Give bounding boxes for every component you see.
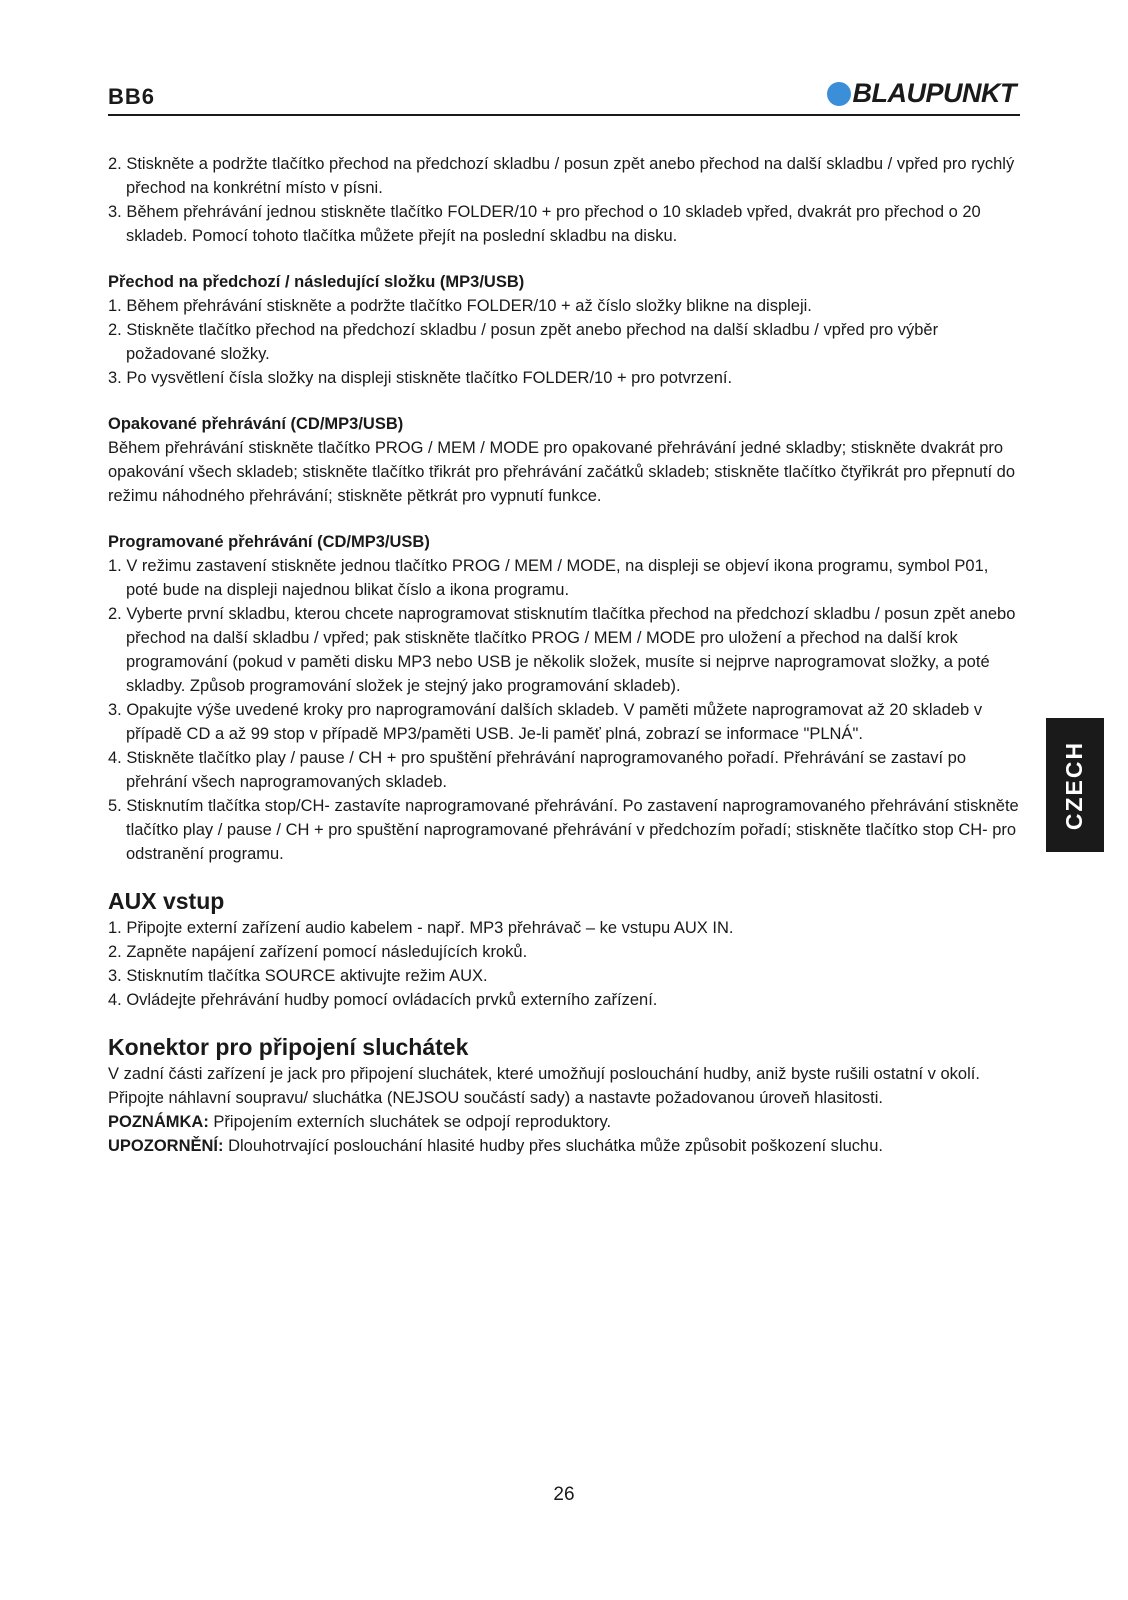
headphone-paragraph: V zadní části zařízení je jack pro připojení sluchátek, které umožňují poslouchání hudby, aniž byste rušili ostatní v okolí. Připojte náhlavní soupravu/ sluchátka (NEJSOU součástí sady) a nastavte požadovanou úroveň hlasitosti. [108,1065,980,1107]
list-item: 1. Připojte externí zařízení audio kabelem - např. MP3 přehrávač – ke vstupu AUX IN. [108,919,734,937]
heading-aux: AUX vstup [108,888,225,914]
list-item: 1. V režimu zastavení stiskněte jednou tlačítko PROG / MEM / MODE, na displeji se objeví ikona programu, symbol P01, poté bude na displeji najednou blikat číslo a ikona programu. [108,557,989,599]
warning-line [108,1134,1020,1158]
section-title-repeat: Opakované přehrávání (CD/MP3/USB) [108,415,404,433]
list-item: 2. Zapněte napájení zařízení pomocí následujících kroků. [108,943,528,961]
note-label: POZNÁMKA: [108,1113,209,1131]
list-item: 4. Ovládejte přehrávání hudby pomocí ovládacích prvků externího zařízení. [108,991,658,1009]
list-item: 3. Opakujte výše uvedené kroky pro naprogramování dalších skladeb. V paměti můžete naprogramovat až 20 skladeb v případě CD a až 99 stop v případě MP3/paměti USB. Je-li paměť plná, zobrazí se informace "PLNÁ". [108,701,983,743]
list-item: 3. Stisknutím tlačítka SOURCE aktivujte režim AUX. [108,967,488,985]
brand-logo [827,78,1017,109]
list-item: 2. Stiskněte a podržte tlačítko přechod na předchozí skladbu / posun zpět anebo přechod na další skladbu / vpřed pro rychlý přechod na konkrétní místo v písni. [108,155,1015,197]
brand-dot-icon [827,82,851,106]
list-item: 5. Stisknutím tlačítka stop/CH- zastavíte naprogramované přehrávání. Po zastavení naprogramovaného přehrávání stiskněte tlačítko play / pause / CH + pro spuštění naprogramované přehrávání v předchozím pořadí; stiskněte tlačítko stop CH- pro odstranění programu. [108,797,1019,863]
list-item: 2. Stiskněte tlačítko přechod na předchozí skladbu / posun zpět anebo přechod na další skladbu / vpřed pro výběr požadované složky. [108,321,939,363]
list-item: 3. Během přehrávání jednou stiskněte tlačítko FOLDER/10 + pro přechod o 10 skladeb vpřed, dvakrát pro přechod o 20 skladeb. Pomocí tohoto tlačítka můžete přejít na poslední skladbu na disku. [108,203,981,245]
heading-headphones: Konektor pro připojení sluchátek [108,1034,469,1060]
list-item: 3. Po vysvětlení čísla složky na displeji stiskněte tlačítko FOLDER/10 + pro potvrzení. [108,369,733,387]
model-name: BB6 [108,84,156,109]
list-item: 1. Během přehrávání stiskněte a podržte tlačítko FOLDER/10 + až číslo složky blikne na displeji. [108,297,812,315]
repeat-paragraph: Během přehrávání stiskněte tlačítko PROG / MEM / MODE pro opakované přehrávání jedné skladby; stiskněte dvakrát pro opakování všech skladeb; stiskněte tlačítko třikrát pro přehrávání začátků skladeb; stiskněte tlačítko čtyřikrát pro přepnutí do režimu náhodného přehrávání; stiskněte pětkrát pro vypnutí funkce. [108,439,1016,505]
list-item: 4. Stiskněte tlačítko play / pause / CH + pro spuštění přehrávání naprogramovaného pořadí. Přehrávání se zastaví po přehrání všech naprogramovaných skladeb. [108,749,967,791]
brand-name: BLAUPUNKT [852,78,1016,108]
page-header [108,76,1020,116]
language-tab-label: CZECH [1061,740,1088,830]
note-line [108,1110,1020,1134]
warning-text: Dlouhotrvající poslouchání hlasité hudby přes sluchátka může způsobit poškození sluchu. [223,1137,883,1155]
warning-label: UPOZORNĚNÍ: [108,1137,224,1155]
section-title-program: Programované přehrávání (CD/MP3/USB) [108,533,430,551]
page-content [108,152,1020,1158]
section-title-folder: Přechod na předchozí / následující složku (MP3/USB) [108,273,525,291]
page-number: 26 [553,1484,575,1505]
language-tab [1046,718,1104,852]
note-text: Připojením externích sluchátek se odpojí reproduktory. [208,1113,612,1131]
list-item: 2. Vyberte první skladbu, kterou chcete naprogramovat stisknutím tlačítka přechod na předchozí skladbu / posun zpět anebo přechod na další skladbu / vpřed; pak stiskněte tlačítko PROG / MEM / MODE pro uložení a přechod na další krok programování (pokud v paměti disku MP3 nebo USB je několik složek, musíte si nejprve naprogramovat složky, a poté skladby. Způsob programování složek je stejný jako programování skladeb). [108,605,1016,695]
header-rule [108,114,1020,116]
